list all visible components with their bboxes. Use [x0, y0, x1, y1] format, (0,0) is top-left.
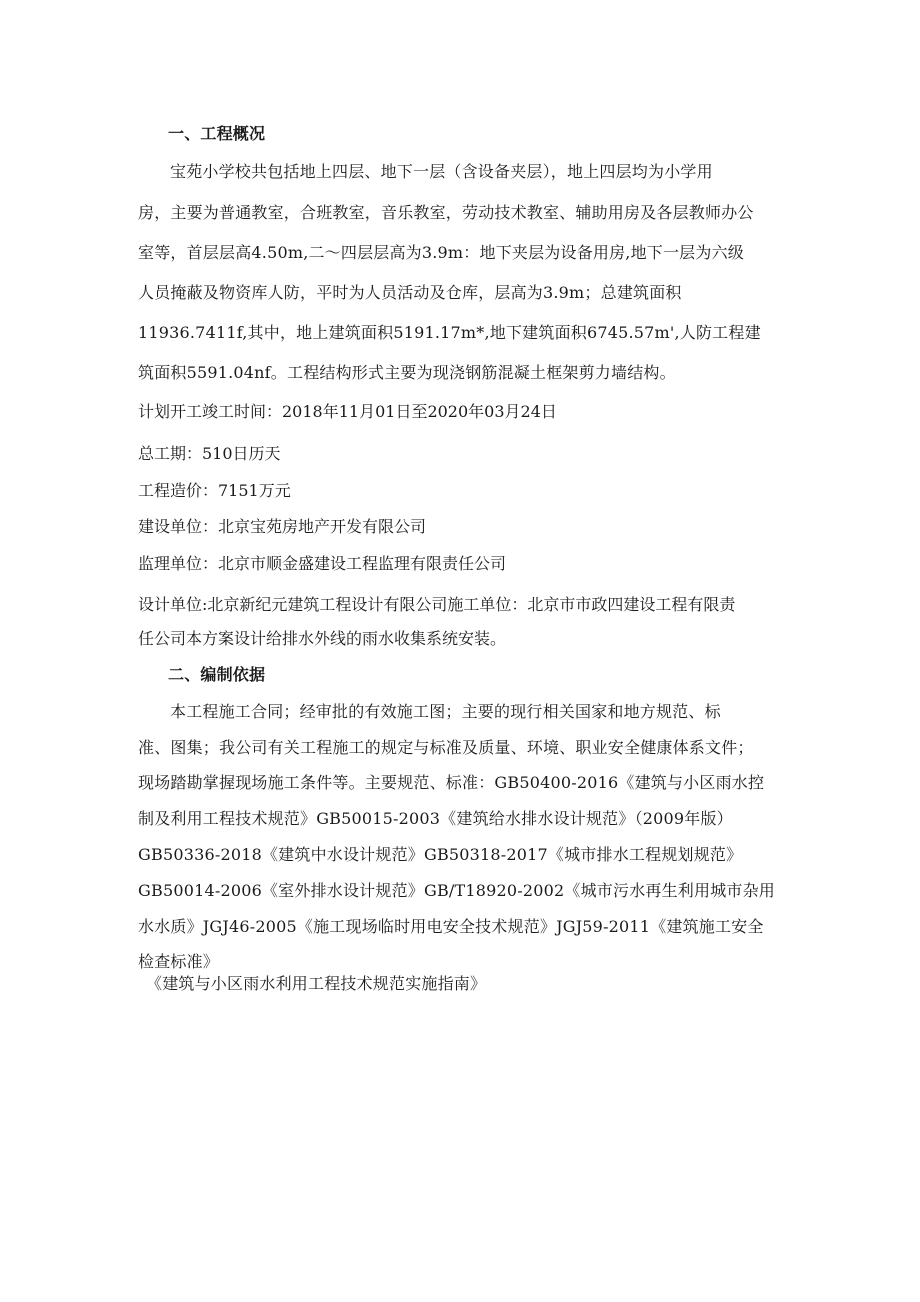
basis-paragraph-line: GB50336-2018《建筑中水设计规范》GB50318-2017《城市排水工程规划规范》: [138, 845, 743, 864]
basis-paragraph-line: 准、图集；我公司有关工程施工的规定与标准及质量、环境、职业安全健康体系文件；: [138, 738, 754, 757]
overview-paragraph-line: 筑面积5591.04nf。工程结构形式主要为现浇钢筋混凝土框架剪力墙结构。: [138, 363, 676, 382]
duration-line: 总工期：510日历天: [138, 444, 281, 463]
supervisor-line: 监理单位：北京市顺金盛建设工程监理有限责任公司: [138, 554, 507, 573]
basis-paragraph-line: 现场踏勘掌握现场施工条件等。主要规范、标准：GB50400-2016《建筑与小区雨水控: [138, 773, 765, 792]
section-heading-overview: 一、工程概况: [168, 124, 266, 143]
overview-paragraph-line: 房，主要为普通教室，合班教室，音乐教室，劳动技术教室、辅助用房及各层教师办公: [138, 203, 754, 222]
overview-paragraph-line: 宝苑小学校共包括地上四层、地下一层（含设备夹层），地上四层均为小学用: [170, 162, 713, 181]
designer-line: 设计单位:北京新纪元建筑工程设计有限公司施工单位：北京市市政四建设工程有限责: [138, 595, 736, 614]
overview-paragraph-line: 人员掩蔽及物资库人防，平时为人员活动及仓库，层高为3.9m；总建筑面积: [138, 283, 682, 302]
basis-paragraph-line: GB50014-2006《室外排水设计规范》GB/T18920-2002《城市污水再生利用城市杂用: [138, 881, 775, 900]
basis-paragraph-line: 制及利用工程技术规范》GB50015-2003《建筑给水排水设计规范》（2009年版）: [138, 809, 733, 828]
client-line: 建设单位：北京宝苑房地产开发有限公司: [138, 517, 427, 536]
schedule-line: 计划开工竣工时间：2018年11月01日至2020年03月24日: [138, 402, 557, 421]
overview-paragraph-line: 11936.7411f,其中，地上建筑面积5191.17m*,地下建筑面积6745.57m',人防工程建: [138, 323, 761, 342]
basis-paragraph-line: 本工程施工合同；经审批的有效施工图；主要的现行相关国家和地方规范、标: [170, 702, 721, 721]
basis-paragraph-line: 水水质》JGJ46-2005《施工现场临时用电安全技术规范》JGJ59-2011《建筑施工安全: [138, 917, 764, 936]
cost-line: 工程造价：7151万元: [138, 481, 291, 500]
basis-paragraph-line: 《建筑与小区雨水利用工程技术规范实施指南》: [146, 974, 487, 993]
designer-line: 任公司本方案设计给排水外线的雨水收集系统安装。: [138, 629, 507, 648]
section-heading-basis: 二、编制依据: [168, 665, 266, 684]
overview-paragraph-line: 室等，首层层高4.50m,二～四层层高为3.9m：地下夹层为设备用房,地下一层为六级: [138, 243, 744, 262]
basis-paragraph-line: 检查标准》: [138, 952, 220, 971]
